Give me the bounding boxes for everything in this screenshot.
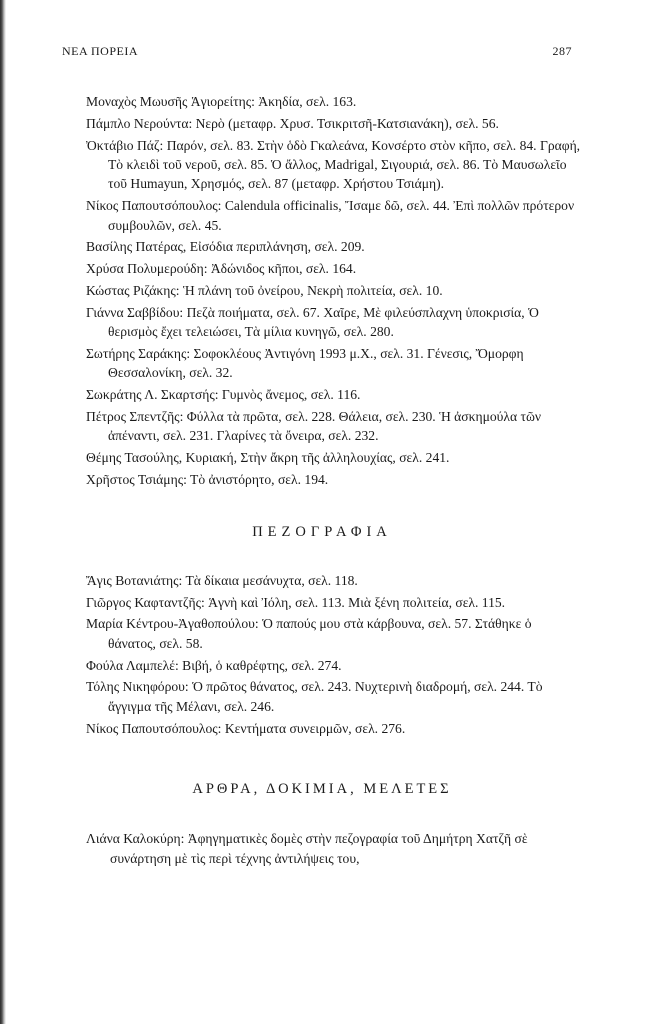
index-entry: Βασίλης Πατέρας, Εἰσόδια περιπλάνηση, σελ. 209. [86, 239, 365, 255]
index-entry: Μοναχὸς Μωυσῆς Ἁγιορείτης: Ἀκηδία, σελ. 163. [86, 94, 357, 109]
index-entry: Σωκράτης Λ. Σκαρτσής: Γυμνὸς ἄνεμος, σελ. 116. [86, 387, 361, 403]
index-entry: Γιάννα Σαββίδου: Πεζὰ ποιήματα, σελ. 67. Χαῖρε, Μὲ φιλεύσπλαχνη ὑποκρισία, Ὁ θερισμὸς ἔχει τελειώσει, Τὰ μίλια κυνηγῶ, σελ. 280. [86, 304, 539, 340]
prose-list [62, 571, 582, 738]
index-entry: Ὀκτάβιο Πάζ: Παρόν, σελ. 83. Στὴν ὁδὸ Γκαλεάνα, Κονσέρτο στὸν κῆπο, σελ. 84. Γραφή, Τὸ κλειδὶ τοῦ νεροῦ, σελ. 85. Ὁ ἄλλος, Madrigal, Σιγουριά, σελ. 86. Τὸ Μαυσωλεῖο τοῦ Humayun, Χρησμός, σελ. 87 (μεταφρ. Χρήστου Τσιάμη). [86, 137, 581, 192]
index-entry: Χρύσα Πολυμερούδη: Ἀδώνιδος κῆποι, σελ. 164. [86, 261, 357, 277]
page-number: 287 [552, 44, 572, 58]
index-entry: Νίκος Παπουτσόπουλος: Calendula officinalis, Ἴσαμε δῶ, σελ. 44. Ἐπὶ πολλῶν πρότερον συμβουλῶν, σελ. 45. [86, 198, 575, 233]
section-title-essays: ΑΡΘΡΑ, ΔΟΚΙΜΙΑ, ΜΕΛΕΤΕΣ [192, 781, 452, 798]
index-entry: Κώστας Ριζάκης: Ἡ πλάνη τοῦ ὀνείρου, Νεκρὴ πολιτεία, σελ. 10. [86, 283, 443, 298]
index-entry: Πάμπλο Νερούντα: Νερὸ (μεταφρ. Χρυσ. Τσικριτσῆ-Κατσιανάκη), σελ. 56. [86, 115, 499, 131]
index-entry: Πέτρος Σπεντζῆς: Φύλλα τὰ πρῶτα, σελ. 228. Θάλεια, σελ. 230. Ἡ ἀσκημούλα τῶν ἀπέναντι, σελ. 231. Γλαρίνες τὰ ὄνειρα, σελ. 232. [86, 409, 542, 444]
index-content [62, 92, 582, 868]
section-title-prose: ΠΕΖΟΓΡΑΦΙΑ [252, 524, 392, 541]
poetry-list [62, 92, 582, 489]
running-header [62, 44, 572, 62]
index-entry: Σωτήρης Σαράκης: Σοφοκλέους Ἀντιγόνη 1993 μ.Χ., σελ. 31. Γένεσις, Ὄμορφη Θεσσαλονίκη, σελ. 32. [86, 346, 524, 381]
index-entry: Θέμης Τασούλης, Κυριακή, Στὴν ἄκρη τῆς ἀλληλουχίας, σελ. 241. [86, 450, 450, 466]
index-entry: Χρῆστος Τσιάμης: Τὸ ἀνιστόρητο, σελ. 194. [86, 472, 329, 487]
journal-title: ΝΕΑ ΠΟΡΕΙΑ [62, 44, 138, 58]
essays-list [62, 829, 582, 868]
index-entry: Φούλα Λαμπελέ: Βιβή, ὁ καθρέφτης, σελ. 274. [86, 657, 342, 673]
index-entry: Νίκος Παπουτσόπουλος: Κεντήματα συνειρμῶν, σελ. 276. [86, 720, 406, 736]
index-entry: Μαρία Κέντρου-Ἀγαθοπούλου: Ὁ παπούς μου στὰ κάρβουνα, σελ. 57. Στάθηκε ὁ θάνατος, σελ. 58. [86, 616, 532, 651]
index-entry: Τόλης Νικηφόρου: Ὁ πρῶτος θάνατος, σελ. 243. Νυχτερινὴ διαδρομή, σελ. 244. Τὸ ἄγγιγμα τῆς Μέλανι, σελ. 246. [86, 679, 543, 714]
index-entry: Λιάνα Καλοκύρη: Ἀφηγηματικὲς δομὲς στὴν πεζογραφία τοῦ Δημήτρη Χατζῆ σὲ συνάρτηση μὲ τὶς περὶ τέχνης ἀντιλήψεις του, [86, 831, 528, 866]
index-entry: Γιῶργος Καφταντζῆς: Ἁγνὴ καὶ Ἰόλη, σελ. 113. Μιὰ ξένη πολιτεία, σελ. 115. [86, 594, 506, 610]
scan-shadow-edge [0, 0, 6, 1024]
index-entry: Ἄγις Βοτανιάτης: Τὰ δίκαια μεσάνυχτα, σελ. 118. [86, 572, 358, 588]
